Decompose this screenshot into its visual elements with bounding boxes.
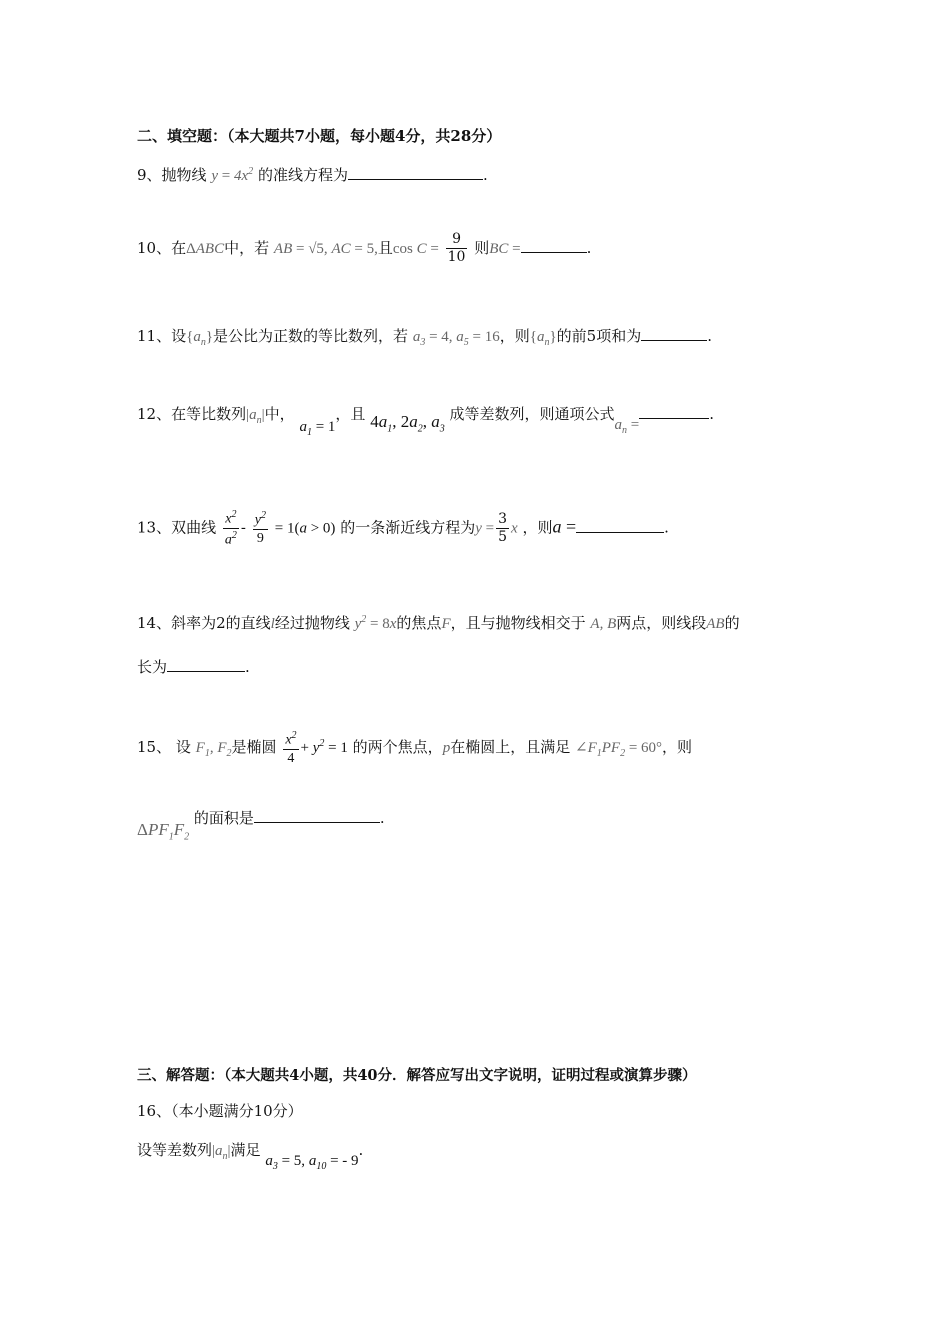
question-text: ，且 bbox=[335, 405, 366, 423]
question-13 bbox=[137, 509, 669, 548]
formula: p bbox=[442, 740, 451, 757]
formula: $\angle F_1PF_2 = 60^\circ$ bbox=[574, 740, 663, 760]
question-number: 9、 bbox=[137, 166, 162, 184]
question-number: 11、 bbox=[137, 327, 172, 345]
question-text: 则 bbox=[474, 238, 490, 257]
question-number: 13、 bbox=[137, 518, 172, 537]
formula: $F_1$, $F_2$ bbox=[195, 740, 232, 760]
minus-sign: - bbox=[240, 518, 246, 537]
question-11 bbox=[137, 326, 712, 348]
period: . bbox=[664, 518, 669, 537]
formula: $|a_n|$ bbox=[212, 1143, 231, 1162]
question-15-line-2 bbox=[137, 808, 385, 843]
answer-blank[interactable] bbox=[348, 165, 483, 180]
question-text: 的一条渐近线方程为 bbox=[340, 518, 476, 537]
formula: ΔABC bbox=[186, 240, 225, 257]
question-text: ，且与抛物线相交于 bbox=[450, 614, 586, 632]
answer-blank[interactable] bbox=[639, 404, 709, 419]
period: . bbox=[709, 405, 714, 423]
question-text: 满足 bbox=[230, 1141, 261, 1159]
question-text: 且 bbox=[377, 238, 393, 257]
answer-blank[interactable] bbox=[521, 238, 587, 253]
question-text: 的 bbox=[724, 614, 740, 632]
question-number: 12、 bbox=[137, 405, 172, 423]
question-text: 双曲线 bbox=[171, 518, 217, 537]
period: . bbox=[379, 809, 385, 827]
answer-blank[interactable] bbox=[576, 518, 664, 533]
formula: $4a_1$, $2a_2$, $a_3$ bbox=[370, 412, 445, 435]
question-14 bbox=[137, 615, 740, 632]
question-number: 15、 bbox=[137, 738, 172, 757]
formula: $y^2 = 8x$ bbox=[354, 614, 397, 632]
question-text: 成等差数列，则通项公式 bbox=[449, 405, 615, 423]
fraction: $\frac{3}{5}$ bbox=[498, 510, 508, 546]
formula: $a_3 = 4$, $a_5 = 16$ bbox=[412, 329, 500, 348]
question-text: 斜率为2的直线 bbox=[171, 614, 271, 632]
question-10 bbox=[137, 232, 591, 266]
formula: y = bbox=[475, 520, 495, 537]
question-14-line-2 bbox=[137, 657, 250, 675]
question-text: 的焦点 bbox=[396, 614, 442, 632]
formula: $\Delta PF_1F_2$ bbox=[137, 820, 190, 843]
question-12 bbox=[137, 404, 714, 438]
formula: $y = 4x^2$ bbox=[211, 166, 254, 184]
section-2-heading: 二、填空题：（本大题共7小题，每小题4分，共28分） bbox=[137, 127, 502, 145]
question-text: 的准线方程为 bbox=[257, 166, 348, 184]
answer-blank[interactable] bbox=[167, 657, 245, 672]
answer-blank[interactable] bbox=[641, 326, 707, 341]
question-number: 10、 bbox=[137, 238, 172, 257]
question-text: 在 bbox=[171, 238, 187, 257]
question-text: 在椭圆上，且满足 bbox=[450, 738, 571, 757]
answer-blank[interactable] bbox=[254, 808, 380, 823]
question-text: 是椭圆 bbox=[231, 738, 277, 757]
question-text: 中，若 bbox=[224, 238, 270, 257]
question-number: 14、 bbox=[137, 614, 172, 632]
formula: $a_1 = 1$ bbox=[299, 419, 336, 438]
question-text: 两点，则线段 bbox=[616, 614, 707, 632]
formula: AB = √5, AC = 5, bbox=[273, 240, 378, 257]
question-text: 设 bbox=[175, 738, 191, 757]
formula: a = bbox=[552, 516, 577, 537]
question-text: 经过抛物线 bbox=[274, 614, 350, 632]
period: . bbox=[245, 658, 250, 676]
question-16 bbox=[137, 1141, 364, 1172]
section-3-heading: 三、解答题：（本大题共4小题，共40分．解答应写出文字说明，证明过程或演算步骤） bbox=[137, 1067, 697, 1084]
formula: AB bbox=[706, 616, 725, 632]
question-text: 是公比为正数的等比数列，若 bbox=[213, 327, 409, 345]
question-text: 的面积是 bbox=[193, 809, 254, 827]
question-text: 中， bbox=[264, 405, 295, 423]
formula: cos C = bbox=[392, 240, 439, 257]
question-text: 的两个焦点， bbox=[352, 738, 443, 757]
question-15 bbox=[137, 730, 692, 766]
question-text: 的前5项和为 bbox=[556, 327, 642, 345]
question-text: ，则 bbox=[499, 327, 530, 345]
period: . bbox=[707, 327, 712, 345]
fraction: $\frac{9}{10}$ bbox=[447, 231, 466, 266]
formula: $\{a_n\}$ bbox=[186, 329, 214, 348]
period: . bbox=[482, 166, 488, 184]
question-9 bbox=[137, 165, 488, 184]
question-text: ，则 bbox=[662, 738, 693, 757]
question-text: 长为 bbox=[137, 658, 168, 676]
period: . bbox=[358, 1141, 364, 1159]
fraction: $\frac{x^2}{4}$ bbox=[285, 730, 297, 767]
question-text: 在等比数列 bbox=[171, 405, 247, 423]
fraction: $\frac{y^2}{9}$ bbox=[254, 510, 266, 547]
period: . bbox=[586, 238, 592, 257]
question-16-header: 16、（本小题满分10分） bbox=[137, 1102, 303, 1120]
question-text: 抛物线 bbox=[161, 166, 207, 184]
formula: $|a_n|$ bbox=[246, 407, 265, 426]
formula: + $y^2 = 1$ bbox=[300, 738, 348, 757]
question-text: ，则 bbox=[522, 518, 553, 537]
formula: x bbox=[511, 520, 518, 537]
question-text: 设等差数列 bbox=[137, 1141, 213, 1159]
fraction: $\frac{x^2}{a^2}$ bbox=[224, 509, 237, 548]
formula: $\{a_n\}$ bbox=[529, 329, 557, 348]
formula: $a_n$ = bbox=[614, 417, 640, 436]
formula: = 1(a > 0) bbox=[274, 520, 336, 537]
formula: F bbox=[441, 616, 451, 632]
formula: $a_3 = 5$, $a_{10}$ = - 9 bbox=[265, 1153, 359, 1172]
formula: BC = bbox=[489, 240, 521, 257]
formula: l bbox=[270, 616, 275, 632]
formula: A, B bbox=[590, 616, 617, 632]
question-text: 设 bbox=[171, 327, 187, 345]
